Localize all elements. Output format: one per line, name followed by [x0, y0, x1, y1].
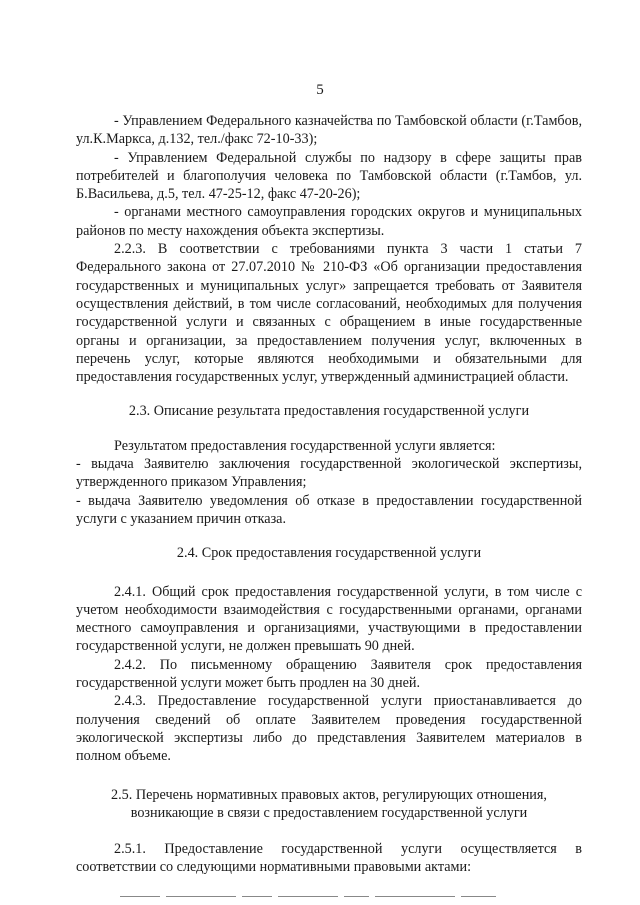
paragraph-2-2-3: 2.2.3. В соответствии с требованиями пункта 3 части 1 статьи 7 Федерального закона от 27.07.2010 № 210-ФЗ «Об организации предоставления государственных и муниципальных услуг» запрещается требовать от Заявителя осуществления действий, в том числе согласований, необходимых для получения государственной услуги и связанных с обращением в иные государственные органы и организации, за предоставлением получения услуг, включенных в перечень услуг, которые являются необходимыми и обязательными для предоставления государственных услуг, утвержденный администрацией области. — [76, 241, 582, 386]
paragraph-consumer-rights: - Управлением Федеральной службы по надзору в сфере защиты прав потребителей и благополучия человека по Тамбовской области (г.Тамбов, ул. Б.Васильева, д.5, тел. 47-25-12, факс 47-20-26); — [76, 149, 582, 203]
paragraph-treasury: - Управлением Федерального казначейства по Тамбовской области (г.Тамбов, ул.К.Маркса, д.132, тел./факс 72-10-33); — [76, 113, 582, 148]
paragraph-2-5-1: 2.5.1. Предоставление государственной услуги осуществляется в соответствии со следующими нормативными правовыми актами: — [76, 841, 582, 876]
paragraph-2-4-2: 2.4.2. По письменному обращению Заявителя срок предоставления государственной услуги может быть продлен на 30 дней. — [76, 656, 582, 692]
section-heading-2-4: 2.4. Срок предоставления государственной услуги — [176, 545, 482, 562]
document-body — [76, 112, 582, 877]
section-heading-2-5-line2: возникающие в связи с предоставлением государственной услуги — [130, 804, 528, 821]
list-item-issue-refusal: - выдача Заявителю уведомления об отказе в предоставлении государственной услуги с указанием причин отказа. — [76, 492, 582, 527]
paragraph-2-4-1: 2.4.1. Общий срок предоставления государственной услуги, в том числе с учетом необходимости взаимодействия с государственными органами, органами местного самоуправления и организациями, участвующими в предоставлении государственной услуги, не должен превышать 90 дней. — [76, 583, 582, 655]
paragraph-local-government: - органами местного самоуправления городских округов и муниципальных районов по месту нахождения объекта экспертизы. — [76, 204, 582, 239]
paragraph-result-intro: Результатом предоставления государственной услуги является: — [114, 437, 496, 454]
paragraph-2-4-3: 2.4.3. Предоставление государственной услуги приостанавливается до получения сведений об оплате Заявителем проведения государственной экологической экспертизы либо до представления Заявителем материалов в полном объеме. — [76, 693, 582, 765]
section-heading-2-5-line1: 2.5. Перечень нормативных правовых актов, регулирующих отношения, — [111, 786, 547, 803]
section-heading-2-5 — [76, 786, 582, 823]
scan-artifact — [120, 893, 540, 899]
list-item-issue-conclusion: - выдача Заявителю заключения государственной экологической экспертизы, утвержденного приказом Управления; — [76, 456, 582, 491]
page-number: 5 — [316, 82, 324, 98]
section-heading-2-3: 2.3. Описание результата предоставления государственной услуги — [128, 403, 530, 420]
